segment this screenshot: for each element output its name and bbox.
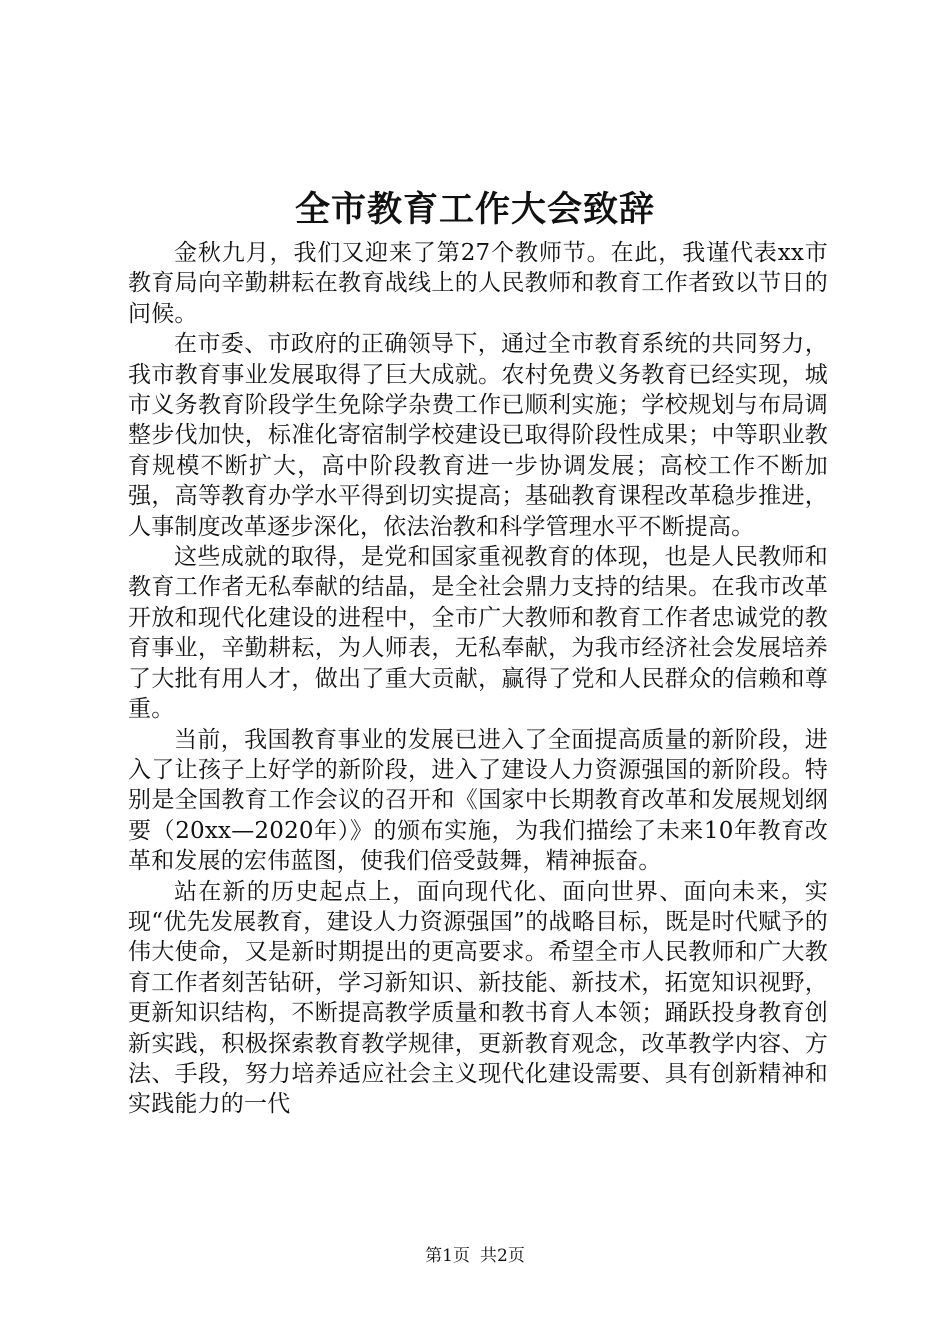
page-number-total: 共2页 — [480, 1246, 525, 1266]
paragraph-expectations: 站在新的历史起点上，面向现代化、面向世界、面向未来，实现“优先发展教育，建设人力资源强国”的战略目标，既是时代赋予的伟大使命，又是新时期提出的更高要求。希望全市人民教师和广大教育工作者刻苦钻研，学习新知识、新技能、新技术，拓宽知识视野，更新知识结构，不断提高教学质量和教书育人本领；踊跃投身教育创新实践，积极探索教育教学规律，更新教育观念，改革教学内容、方法、手段，努力培养适应社会主义现代化建设需要、具有创新精神和实践能力的一代 — [128, 878, 828, 1118]
paragraph-greeting: 金秋九月，我们又迎来了第27个教师节。在此，我谨代表xx市教育局向辛勤耕耘在教育战线上的人民教师和教育工作者致以节日的问候。 — [128, 240, 828, 327]
paragraph-achievements: 在市委、市政府的正确领导下，通过全市教育系统的共同努力，我市教育事业发展取得了巨大成就。农村免费义务教育已经实现，城市义务教育阶段学生免除学杂费工作已顺利实施；学校规划与布局调整步伐加快，标准化寄宿制学校建设已取得阶段性成果；中等职业教育规模不断扩大，高中阶段教育进一步协调发展；高校工作不断加强，高等教育办学水平得到切实提高；基础教育课程改革稳步推进，人事制度改革逐步深化，依法治教和科学管理水平不断提高。 — [128, 331, 828, 540]
document-body — [128, 238, 828, 1120]
paragraph-contributions: 这些成就的取得，是党和国家重视教育的体现，也是人民教师和教育工作者无私奉献的结晶，是全社会鼎力支持的结果。在我市改革开放和现代化建设的进程中，全市广大教师和教育工作者忠诚党的教育事业，辛勤耕耘，为人师表，无私奉献，为我市经济社会发展培养了大批有用人才，做出了重大贡献，赢得了党和人民群众的信赖和尊重。 — [128, 544, 828, 723]
paragraph-current-stage: 当前，我国教育事业的发展已进入了全面提高质量的新阶段，进入了让孩子上好学的新阶段，进入了建设人力资源强国的新阶段。特别是全国教育工作会议的召开和《国家中长期教育改革和发展规划纲要（20xx—2020年）》的颁布实施，为我们描绘了未来10年教育改革和发展的宏伟蓝图，使我们倍受鼓舞，精神振奋。 — [128, 726, 828, 875]
page-footer — [0, 1245, 950, 1267]
page-number-current: 第1页 — [425, 1246, 470, 1266]
document-title: 全市教育工作大会致辞 — [294, 189, 655, 230]
